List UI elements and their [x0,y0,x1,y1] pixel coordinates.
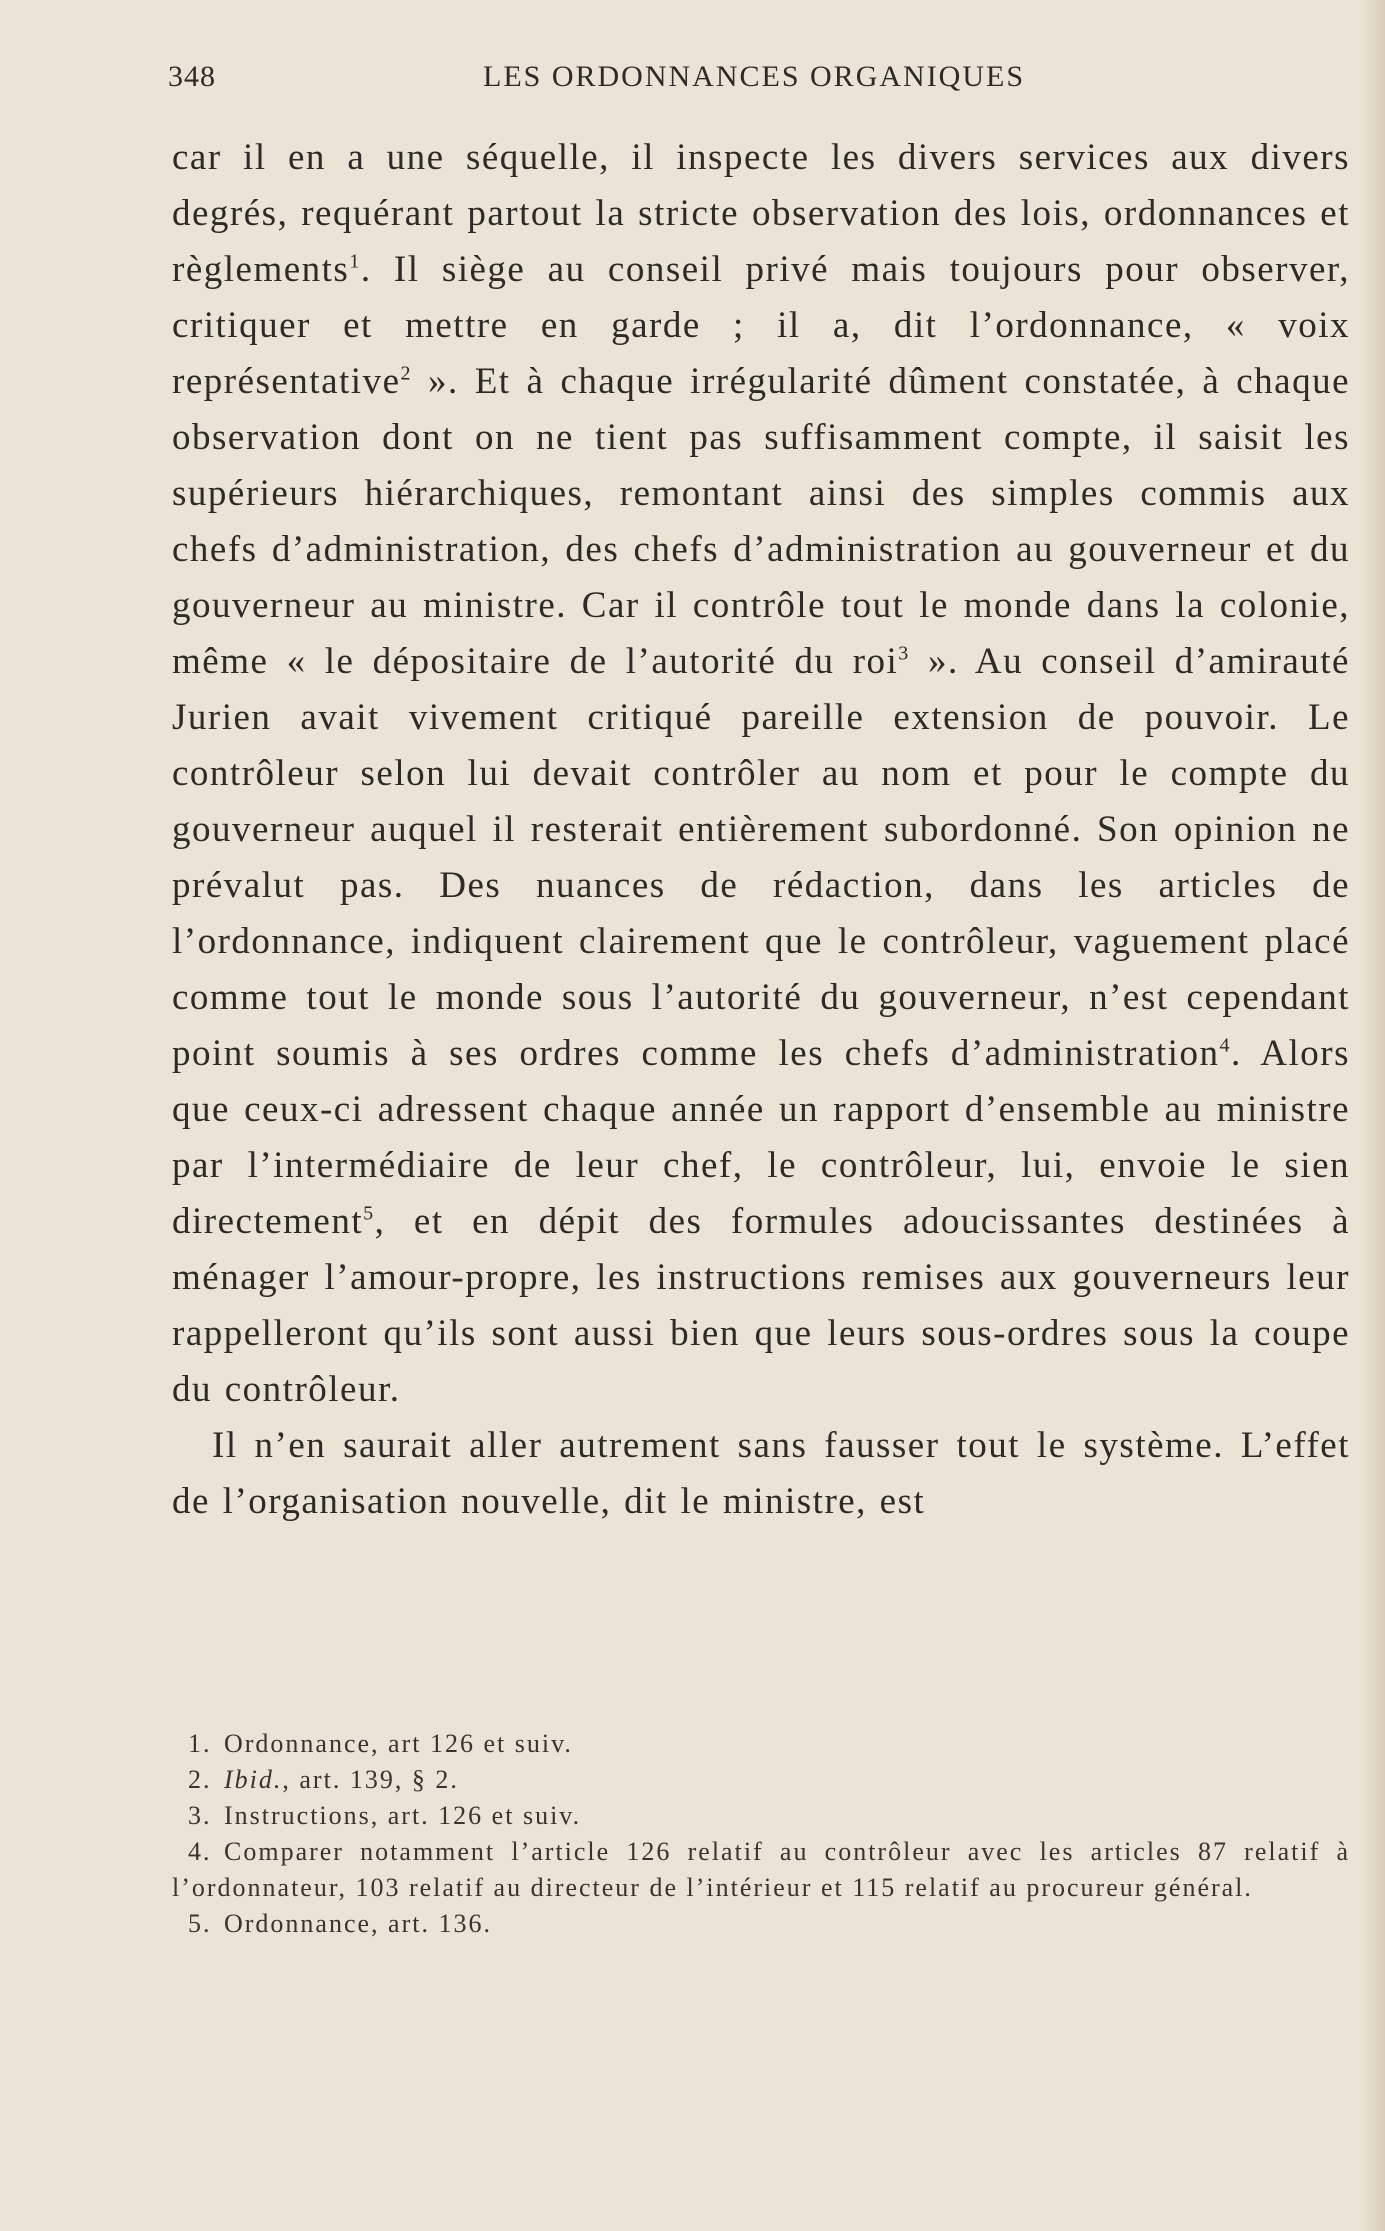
footnote-text: Ordonnance, art 126 et suiv. [224,1729,573,1758]
text-run: , et en dépit des formules adoucissantes destinées à ménager l’amour-propre, les instructions remises aux gouverneurs leur rappelleront qu’ils sont aussi bien que leurs sous-ordres sous la coupe du contrôleur. [172,1201,1350,1410]
footnote-text: Ordonnance, art. 136. [224,1909,492,1938]
footnote-italic: Ibid. [224,1765,283,1794]
body-text [172,130,1350,1530]
text-run: ». Et à chaque irrégularité dûment constatée, à chaque observation dont on ne tient pas suffisamment compte, il saisit les supérieurs hiérarchiques, remontant ainsi des simples commis aux chefs d’administration, des chefs d’administration au gouverneur et du gouverneur au ministre. Car il contrôle tout le monde dans la colonie, même « le dépositaire de l’autorité du roi [172,361,1350,682]
footnote-ref-4: 4 [1219,1034,1231,1057]
footnote-text: , art. 139, § 2. [282,1765,459,1794]
footnote-ref-1: 1 [349,250,361,273]
footnote-number: 2. [188,1765,212,1794]
paragraph-2: Il n’en saurait aller autrement sans fausser tout le système. L’effet de l’organisation nouvelle, dit le ministre, est [172,1425,1350,1522]
page-header [168,60,1349,100]
footnote-2 [172,1762,1350,1798]
footnote-3 [172,1798,1350,1834]
text-run: . Il siège au conseil privé mais toujours pour observer, critiquer et mettre en garde ; il a, dit l’ordonnance, « voix représentative [172,249,1350,402]
footnote-number: 1. [188,1729,212,1758]
footnote-ref-3: 3 [898,642,910,665]
footnotes [172,1726,1350,1942]
text-run: car il en a une séquelle, il inspecte les divers services aux divers degrés, requérant partout la stricte observation des lois, ordonnances et règlements [172,137,1350,290]
footnote-4 [172,1834,1350,1906]
footnote-text: Comparer notamment l’article 126 relatif au contrôleur avec les articles 87 relatif à l’ordonnateur, 103 relatif au directeur de l’intérieur et 115 relatif au procureur général. [172,1837,1350,1902]
page-number: 348 [168,60,216,93]
page-edge-shadow [1365,0,1385,2231]
footnote-5 [172,1906,1350,1942]
running-title: LES ORDONNANCES ORGANIQUES [483,60,1026,93]
footnote-1 [172,1726,1350,1762]
footnote-ref-2: 2 [400,362,412,385]
footnote-ref-5: 5 [363,1202,375,1225]
paragraph-1 [172,130,1350,1418]
footnote-text: Instructions, art. 126 et suiv. [224,1801,582,1830]
footnote-number: 3. [188,1801,212,1830]
text-run: . Alors que ceux-ci adressent chaque année un rapport d’ensemble au ministre par l’intermédiaire de leur chef, le contrôleur, lui, envoie le sien directement [172,1033,1350,1242]
footnote-number: 4. [188,1837,212,1866]
text-run: ». Au conseil d’amirauté Jurien avait vivement critiqué pareille extension de pouvoir. Le contrôleur selon lui devait contrôler au nom et pour le compte du gouverneur auquel il resterait entièrement subordonné. Son opinion ne prévalut pas. Des nuances de rédaction, dans les articles de l’ordonnance, indiquent clairement que le contrôleur, vaguement placé comme tout le monde sous l’autorité du gouverneur, n’est cependant point soumis à ses ordres comme les chefs d’administration [172,641,1350,1074]
footnote-number: 5. [188,1909,212,1938]
